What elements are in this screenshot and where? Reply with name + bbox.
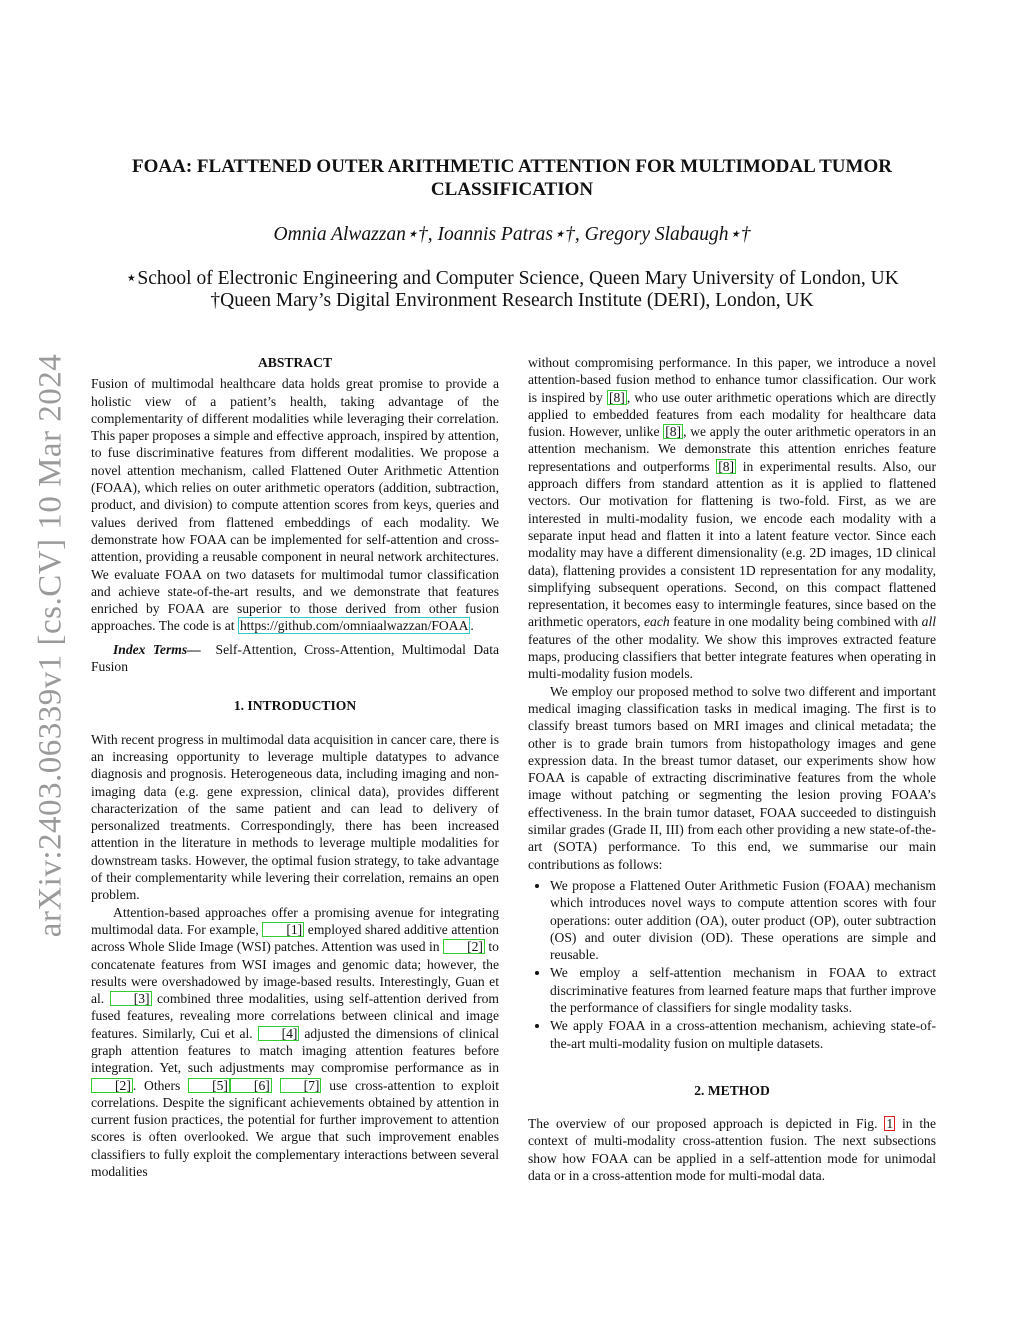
contributions-list (528, 877, 936, 1052)
method-paragraph: The overview of our proposed approach is depicted in Fig. 1 in the context of multi-modality cross-attention fusion. The next subsections show how FOAA can be applied in a self-attention mode for unimodal data or in a cross-attention mode for multi-modal data. (528, 1116, 936, 1184)
abstract-heading: ABSTRACT (257, 355, 333, 370)
list-item: • We employ a self-attention mechanism in FOAA to extract discriminative features from learned feature maps that further improve the performance of classifiers for single modality tasks. (550, 964, 936, 1016)
list-item: • We propose a Flattened Outer Arithmetic Fusion (FOAA) mechanism which introduces novel ways to compute attention scores with four operations: outer addition (OA), outer product (OP), outer subtraction (OS) and outer division (OD). These operations are simple and reusable. (550, 877, 936, 963)
left-column (91, 354, 499, 1180)
arxiv-stamp (30, 345, 72, 945)
figure-ref-1[interactable]: 1 (886, 1116, 894, 1132)
intro-paragraph-1: With recent progress in multimodal data acquisition in cancer care, there is an increasing opportunity to leverage multiple datatypes to advance diagnosis and prognosis. Heterogeneous data, including imaging and non-imaging data (e.g. gene expression, clinical data), provides different characterization of the same patient and can lead to delivery of personalized treatments. Correspondingly, there has been increased attention in the literature in methods to leverage multiple modalities for downstream tasks. However, the optimal fusion strategy, to take advantage of their complementarity while levering their correlation, remains an open problem. (91, 731, 499, 903)
affiliation-1: ⋆School of Electronic Engineering and Computer Science, Queen Mary University of London, UK (125, 268, 899, 289)
citation-8b[interactable]: [8] (665, 424, 682, 440)
code-link[interactable]: https://github.com/omniaalwazzan/FOAA (239, 618, 469, 634)
abstract-text: Fusion of multimodal healthcare data holds great promise to provide a holistic view of a patient’s health, taking advantage of the complementarity of different modalities while leveraging their correlation. This paper proposes a simple and effective approach, inspired by attention, to fuse discriminative features from different modalities. We propose a novel attention mechanism, called Flattened Outer Arithmetic Attention (FOAA), which relies on outer arithmetic operators (addition, subtraction, product, and division) to compute attention scores from keys, queries and values derived from flattened embeddings of each modality. We demonstrate how FOAA can be implemented for self-attention and cross-attention, providing a reusable component in neural network architectures. We evaluate FOAA on two datasets for multimodal tumor classification and achieve state-of-the-art results, and we demonstrate that features enriched by FOAA are superior to those derived from other fusion approaches. The code is at https://github.com/omniaalwazzan/FOAA . (91, 376, 499, 634)
citation-7[interactable]: [7] (280, 1078, 322, 1093)
intro-paragraph-2: Attention-based approaches offer a promising avenue for integrating multimodal data. For example, [1] employed shared additive attention across Whole Slide Image (WSI) patches. Attention was used in [2] to concatenate features from WSI images and genomic data; however, the results were overshadowed by image-based results. Interestingly, Guan et al. [3] combined three modalities, using self-attention derived from fused features, revealing more correlations between clinical and image features. Similarly, Cui et al. [4] adjusted the dimensions of clinical graph attention features to match imaging attention features before integration. Yet, such adjustments may compromise performance as in [2] . Others [5] [6] [7] use cross-attention to exploit correlations. Despite the significant achievements obtained by attention in current fusion practices, the potential for further improvement to attention scores is often overlooked. We argue that such improvement enables classifiers to fully exploit the complementary interactions between several modalities (91, 904, 499, 1180)
citation-5[interactable]: [5] (188, 1078, 230, 1093)
paper-authors: Omnia Alwazzan⋆†, Ioannis Patras⋆†, Gregory Slabaugh⋆† (273, 224, 751, 245)
citation-2[interactable]: [2] (443, 939, 485, 954)
intro-paragraph-4: We employ our proposed method to solve two different and important medical imaging classification tasks in medical imaging. The first is to classify breast tumors based on MRI images and clinical metadata; the other is to grade brain tumors from histopathology images and gene expression data. In the breast tumor dataset, our experiments show how FOAA is capable of extracting discriminative features from the whole image without patching or segmenting the lesion proving FOAA’s effectiveness. In the brain tumor dataset, FOAA succeeded to distinguish similar grades (Grade II, III) from each other providing a new state-of-the-art (SOTA) performance. To this end, we summarise our main contributions as follows: (528, 683, 936, 872)
citation-3[interactable]: [3] (110, 991, 152, 1006)
list-item: • We apply FOAA in a cross-attention mechanism, achieving state-of-the-art multi-modality fusion on multiple datasets. (550, 1017, 936, 1052)
intro-heading: 1. INTRODUCTION (233, 698, 357, 714)
index-terms: Index Terms— Self-Attention, Cross-Attention, Multimodal Data Fusion (91, 641, 500, 675)
affiliation-2: †Queen Mary’s Digital Environment Research Institute (DERI), London, UK (210, 290, 814, 311)
intro-paragraph-3: without compromising performance. In this paper, we introduce a novel attention-based fusion method to enhance tumor classification. Our work is inspired by [8] , who use outer arithmetic operations which are directly applied to embedded features from each modality for healthcare data fusion. However, unlike [8] , we apply the outer arithmetic operators in an attention mechanism. We demonstrate this attention enriches feature representations and outperforms [8] in experimental results. Also, our approach differs from standard attention as it is applied to flattened vectors. Our motivation for flattening is two-fold. First, as we are interested in multi-modality fusion, we encode each modality with a separate input head and flatten it into a latent feature vector. Since each modality may have a different dimensionality (e.g. 2D images, 1D clinical data), flattening provides a consistent 1D representation for any modality, simplifying subsequent operations. Second, on this compact flattened representation, it becomes easy to intermingle features, since based on the arithmetic operators, each feature in one modality being combined with all features of the other modality. We show this improves extracted feature maps, producing classifiers that better integrate features when operating in multi-modality fusion models. (528, 355, 937, 682)
paper-title: FOAA: FLATTENED OUTER ARITHMETIC ATTENTION FOR MULTIMODAL TUMOR CLASSIFICATION (132, 156, 892, 200)
citation-8c[interactable]: [8] (718, 458, 735, 474)
right-column (528, 354, 936, 1184)
citation-4[interactable]: [4] (258, 1026, 300, 1041)
citation-1[interactable]: [1] (262, 922, 304, 937)
citation-8a[interactable]: [8] (608, 389, 625, 405)
citation-2b[interactable]: [2] (91, 1078, 133, 1093)
arxiv-stamp-text: arXiv:2403.06339v1 [cs.CV] 10 Mar 2024 (32, 353, 69, 937)
citation-6[interactable]: [6] (230, 1078, 272, 1093)
method-heading: 2. METHOD (694, 1082, 770, 1098)
